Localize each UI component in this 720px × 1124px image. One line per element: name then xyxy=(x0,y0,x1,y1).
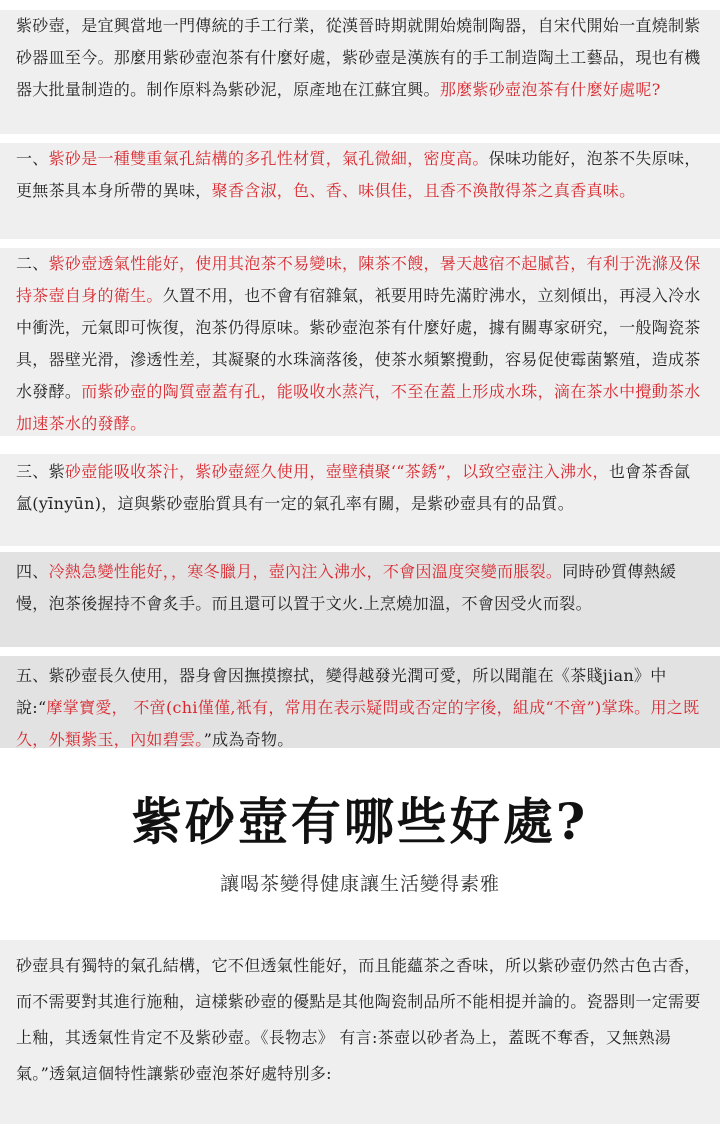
section-subtitle: 讓喝茶變得健康讓生活變得素雅 xyxy=(219,873,500,895)
point-2-paragraph xyxy=(16,248,706,440)
point-3-highlight: 砂壺能吸收茶汁，紫砂壺經久使用，壺壁積聚‘“茶銹”，以致空壺注入沸水， xyxy=(64,462,609,481)
point-4-number: 四、 xyxy=(16,562,49,581)
point-1-number: 一、 xyxy=(16,149,49,168)
bottom-block xyxy=(0,940,720,1124)
point-5-text-b: ”成為奇物。 xyxy=(203,730,294,749)
point-2-number: 二、 xyxy=(16,254,49,273)
intro-block xyxy=(0,10,720,134)
intro-question: 那麼紫砂壺泡茶有什麼好處呢? xyxy=(439,80,661,99)
point-4-highlight: 冷熱急變性能好，，寒冬臘月，壺內注入沸水，不會因溫度突變而脹裂。 xyxy=(48,562,563,581)
point-1-highlight-a: 紫砂是一種雙重氣孔結構的多孔性材質，氣孔微細，密度高。 xyxy=(48,149,489,168)
point-4-paragraph xyxy=(16,556,706,620)
point-4-text: 同時砂質傳熱緩慢，泡茶後握持不會炙手。而且還可以置于文火.上烹燒加溫，不會因受火而裂。 xyxy=(16,562,677,613)
section-title: 紫砂壺有哪些好處? xyxy=(131,792,589,851)
point-3-number: 三、紫 xyxy=(16,462,65,481)
point-5-highlight: 摩掌寶愛， 不啻(chi僅僅,衹有，常用在表示疑問或否定的字後，組成“不啻”)掌珠。用之既久，外類紫玉，內如碧雲。 xyxy=(16,698,700,749)
point-1-block xyxy=(0,143,720,239)
point-4-block xyxy=(0,552,720,647)
point-2-highlight-b: 而紫砂壺的陶質壺蓋有孔，能吸收水蒸汽，不至在蓋上形成水珠，滴在茶水中攪動茶水加速茶水的發酵。 xyxy=(16,382,701,433)
point-3-text: 也會茶香氤氳(yīnyūn)，這與紫砂壺胎質具有一定的氣孔率有關，是紫砂壺具有的品質。 xyxy=(16,462,691,513)
point-1-highlight-b: 聚香含淑，色、香、味俱佳，且香不渙散得茶之真香真味。 xyxy=(211,181,636,200)
point-2-block xyxy=(0,248,720,436)
point-5-text-a: 五、紫砂壺長久使用，器身會因撫摸擦拭，變得越發光潤可愛，所以聞龍在《茶賤jian》中說:“ xyxy=(16,666,667,717)
point-2-highlight-a: 紫砂壺透氣性能好，使用其泡茶不易變味，陳茶不餿，暑天越宿不起膩苔，有利于洗滌及保持茶壺自身的衛生。 xyxy=(16,254,701,305)
point-5-block xyxy=(0,656,720,748)
point-1-text: 保味功能好，泡茶不失原味，更無茶具本身所帶的異味， xyxy=(16,149,701,200)
intro-text: 紫砂壺，是宜興當地一門傳統的手工行業，從漢晉時期就開始燒制陶器，自宋代開始一直燒制紫砂器皿至今。那麼用紫砂壺泡茶有什麼好處，紫砂壺是漢族有的手工制造陶土工藝品，現也有機器大批量制造的。制作原料為紫砂泥，原產地在江蘇宜興。 xyxy=(16,16,701,99)
point-3-paragraph xyxy=(16,456,706,520)
point-2-text: 久置不用，也不會有宿雜氣，衹要用時先滿貯沸水，立刻傾出，再浸入冷水中衝洗，元氣即可恢復，泡茶仍得原味。紫砂壺泡茶有什麼好處，據有關專家研究，一般陶瓷茶具，器壁光滑，滲透性差，其凝聚的水珠滴落後，使茶水頻繁攪動，容易促使霉菌繁殖，造成茶水發酵。 xyxy=(16,286,701,401)
point-5-paragraph xyxy=(16,660,706,756)
bottom-paragraph: 砂壺具有獨特的氣孔結構，它不但透氣性能好，而且能蘊茶之香味，所以紫砂壺仍然古色古香，而不需要對其進行施釉，這樣紫砂壺的優點是其他陶瓷制品所不能相提并論的。瓷器則一定需要上釉，其透氣性肯定不及紫砂壺。《長物志》 有言:茶壺以砂者為上，蓋既不奪香，又無熟湯氣。”透氣這個特性讓紫砂壺泡茶好處特別多: xyxy=(16,956,701,1083)
point-3-block xyxy=(0,454,720,546)
intro-paragraph xyxy=(16,10,706,106)
point-1-paragraph xyxy=(16,143,706,207)
